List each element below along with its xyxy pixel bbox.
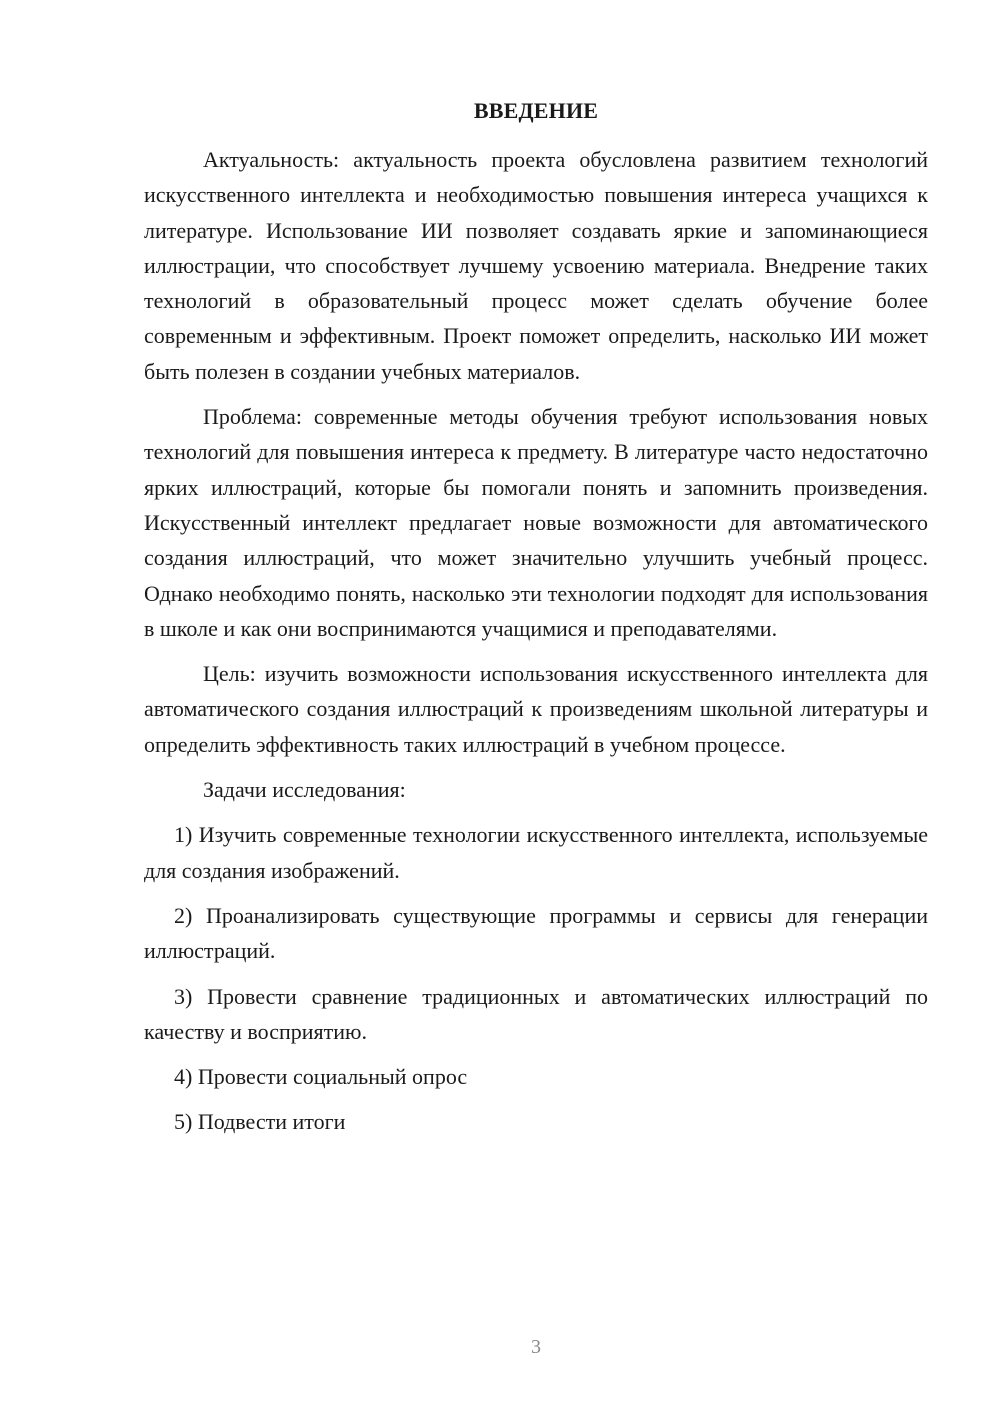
goal-paragraph: Цель: изучить возможности использования искусственного интеллекта для автоматического создания иллюстраций к произведениям школьной литературы и определить эффективность таких иллюстраций в учебном процессе.: [144, 661, 928, 757]
task-item-2: 2) Проанализировать существующие программы и сервисы для генерации иллюстраций.: [144, 902, 928, 964]
document-body: [144, 142, 928, 1150]
task-item-1: 1) Изучить современные технологии искусственного интеллекта, используемые для создания изображений.: [144, 822, 928, 883]
task-item-4: 4) Провести социальный опрос: [174, 1064, 468, 1090]
problem-paragraph: Проблема: современные методы обучения требуют использования новых технологий для повышения интереса к предмету. В литературе часто недостаточно ярких иллюстраций, которые бы помогали понять и запомнить произведения. Искусственный интеллект предлагает новые возможности для автоматического создания иллюстраций, что может значительно улучшить учебный процесс. Однако необходимо понять, насколько эти технологии подходят для использования в школе и как они воспринимаются учащимися и преподавателями.: [144, 404, 928, 641]
task-item-5: 5) Подвести итоги: [174, 1109, 346, 1135]
tasks-heading: Задачи исследования:: [203, 777, 406, 803]
task-item-3: 3) Провести сравнение традиционных и автоматических иллюстраций по качеству и восприятию.: [144, 983, 928, 1044]
page-number: 3: [531, 1336, 541, 1358]
relevance-paragraph: Актуальность: актуальность проекта обусловлена развитием технологий искусственного интеллекта и необходимостью повышения интереса учащихся к литературе. Использование ИИ позволяет создавать яркие и запоминающиеся иллюстрации, что способствует лучшему усвоению материала. Внедрение таких технологий в образовательный процесс может сделать обучение более современным и эффективным. Проект поможет определить, насколько ИИ может быть полезен в создании учебных материалов.: [144, 147, 928, 384]
section-heading: ВВЕДЕНИЕ: [473, 98, 599, 123]
